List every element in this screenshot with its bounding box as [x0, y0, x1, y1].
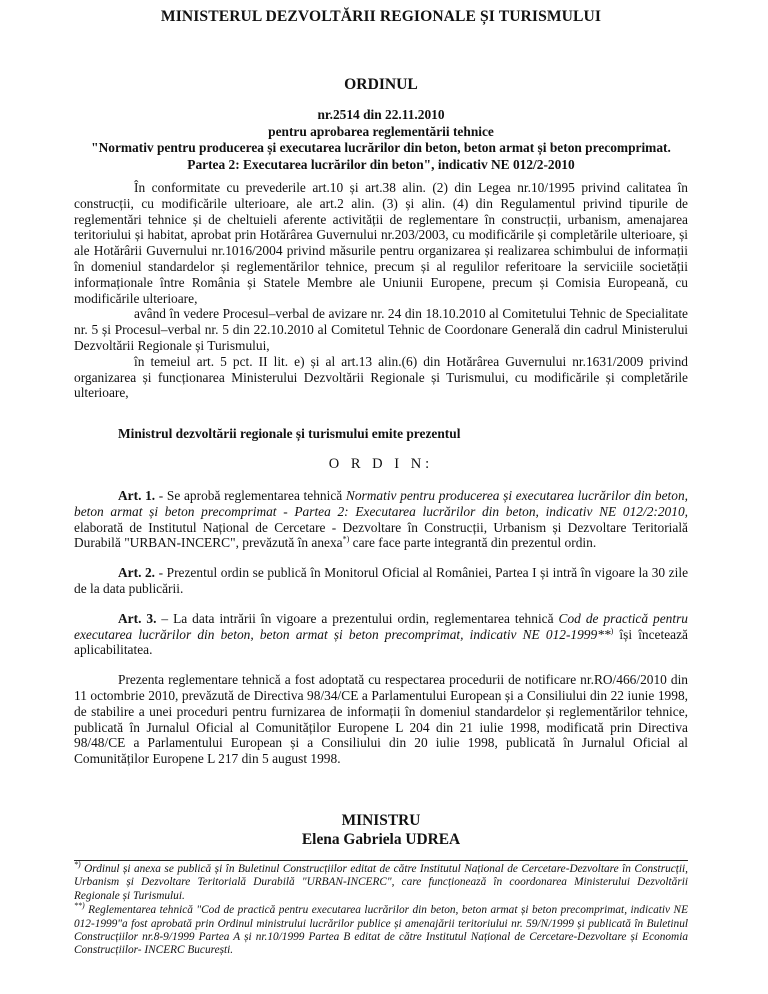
article-1-label: Art. 1.	[118, 488, 156, 503]
article-1-text-b: elaborată de Institutul Național de Cercetare - Dezvoltare în Construcții, Urbanism și Dezvoltare Teritorială Durabilă "URBAN-INCERC", prevăzută în anexa	[74, 519, 688, 551]
article-3-label: Art. 3.	[118, 610, 157, 626]
order-number: nr.2514 din 22.11.2010	[317, 107, 445, 122]
footnotes	[74, 860, 688, 958]
normative-title-line2: Partea 2: Executarea lucrărilor din beton", indicativ NE 012/2-2010	[187, 156, 575, 172]
footnote-divider	[74, 860, 688, 861]
order-title-block	[74, 107, 688, 173]
article-3-text-b: își încetează aplicabilitatea.	[74, 626, 688, 658]
order-heading: ORDINUL	[344, 76, 418, 93]
article-1-text-c: care face parte integrantă din prezentul ordin.	[349, 535, 597, 551]
preamble	[74, 180, 688, 401]
footnote-1-text: Ordinul și anexa se publică și în Buletinul Construcțiilor editat de către Institutul Național de Cercetare-Dezvoltare în Construcții, Urbanism și Dezvoltare Teritorială Durabilă "URBAN-INCERC", care funcționează în coordonarea Ministerului Dezvoltării Regionale și Turismului.	[74, 863, 688, 902]
signature-block	[74, 812, 688, 849]
article-2	[74, 565, 688, 597]
notification-paragraph: Prezenta reglementare tehnică a fost adoptată cu respectarea procedurii de notificare nr.RO/466/2010 din 11 octombrie 2010, prevăzută de Directiva 98/34/CE a Parlamentului European și a Consiliului din 22 iunie 1998, de stabilire a unei proceduri pentru furnizarea de informații în domeniul standardelor și reglementărilor tehnice, publicată în Jurnalul Oficial al Comunităților Europene L 204 din 21 iulie 1998, modificată prin Directiva 98/48/CE a Parlamentului European și a Consiliului din 20 iulie 1998, publicată în Jurnalul Oficial al Comunităților Europene L 217 din 5 august 1998.	[74, 672, 688, 767]
article-1	[74, 488, 688, 551]
footnote-2-mark: **)	[74, 901, 85, 911]
article-3-text-a: – La data intrării în vigoare a prezentului ordin, reglementarea tehnică	[156, 610, 559, 626]
signature-name: Elena Gabriela UDREA	[301, 831, 461, 848]
article-1-text-a: - Se aprobă reglementarea tehnică	[155, 488, 346, 503]
normative-title-line1: "Normativ pentru producerea și executarea lucrărilor din beton, beton armat și beton precomprimat.	[91, 140, 671, 156]
article-3-regulation-title: Cod de practică pentru executarea lucrărilor din beton, beton armat și beton precomprimat, indicativ NE 012-1999**	[74, 610, 688, 642]
article-3-footnote-mark: )	[610, 626, 614, 636]
article-3	[74, 611, 688, 658]
article-2-text: - Prezentul ordin se publică în Monitorul Oficial al României, Partea I și intră în vigoare la 30 zile de la data publicării.	[74, 565, 689, 596]
preamble-paragraph-2: având în vedere Procesul–verbal de avizare nr. 24 din 18.10.2010 al Comitetului Tehnic de Specialitate nr. 5 și Procesul–verbal nr. 5 din 22.10.2010 al Comitetul Tehnic de Coordonare Generală din cadrul Ministerului Dezvoltării Regionale și Turismului,	[74, 306, 688, 353]
ordin-heading: O R D I N:	[328, 456, 434, 472]
preamble-paragraph-3: în temeiul art. 5 pct. II lit. e) și al art.13 alin.(6) din Hotărârea Guvernului nr.1631/2009 privind organizarea și funcționarea Ministerului Dezvoltării Regionale și Turismului, cu modificările și completările ulterioare,	[74, 353, 688, 401]
order-purpose: pentru aprobarea reglementării tehnice	[268, 123, 494, 139]
footnote-1-mark: *)	[74, 860, 81, 870]
emit-line: Ministrul dezvoltării regionale și turismului emite prezentul	[118, 426, 461, 441]
article-1-regulation-title: Normativ pentru producerea și executarea lucrărilor din beton, beton armat și beton precomprimat - Partea 2: Executarea lucrărilor din beton, indicativ NE 012/2:2010,	[74, 488, 689, 519]
footnote-2	[74, 901, 688, 958]
footnote-1	[74, 860, 688, 903]
preamble-paragraph-1: În conformitate cu prevederile art.10 și art.38 alin. (2) din Legea nr.10/1995 privind calitatea în construcții, cu modificările ulterioare, ale art.2 alin. (3) și alin. (4) din Regulamentul privind tipurile de reglementări tehnice și de cheltuieli aferente activității de reglementare în construcții, urbanism, amenajarea teritoriului și habitat, aprobat prin Hotărârea Guvernului nr.203/2003, cu modificările și completările ulterioare, și ale Hotărârii Guvernului nr.1016/2004 privind măsurile pentru organizarea și realizarea schimbului de informații în domeniul standardelor și reglementărilor tehnice, precum și al regulilor referitoare la serviciile societății informaționale între România și Statele Membre ale Uniunii Europene, precum și Comisia Europeană, cu modificările ulterioare,	[74, 180, 688, 306]
ministry-header: MINISTERUL DEZVOLTĂRII REGIONALE ȘI TURISMULUI	[160, 8, 602, 25]
article-2-label: Art. 2.	[118, 565, 156, 581]
articles	[74, 488, 688, 767]
article-1-footnote-mark: *)	[342, 534, 350, 544]
footnote-2-text: Reglementarea tehnică "Cod de practică pentru executarea lucrărilor din beton, beton armat și beton precomprimat, indicativ NE 012-1999"a fost aprobată prin Ordinul ministrului lucrărilor publice și amenajării teritoriului nr. 59/N/1999 și publicată în Buletinul Construcțiilor nr.8-9/1999 Partea A și nr.10/1999 Partea B editat de către Institutul Național de Cercetare-Dezvoltare și Economia Construcțiilor- INCERC București.	[74, 904, 688, 957]
signature-role: MINISTRU	[341, 812, 421, 829]
